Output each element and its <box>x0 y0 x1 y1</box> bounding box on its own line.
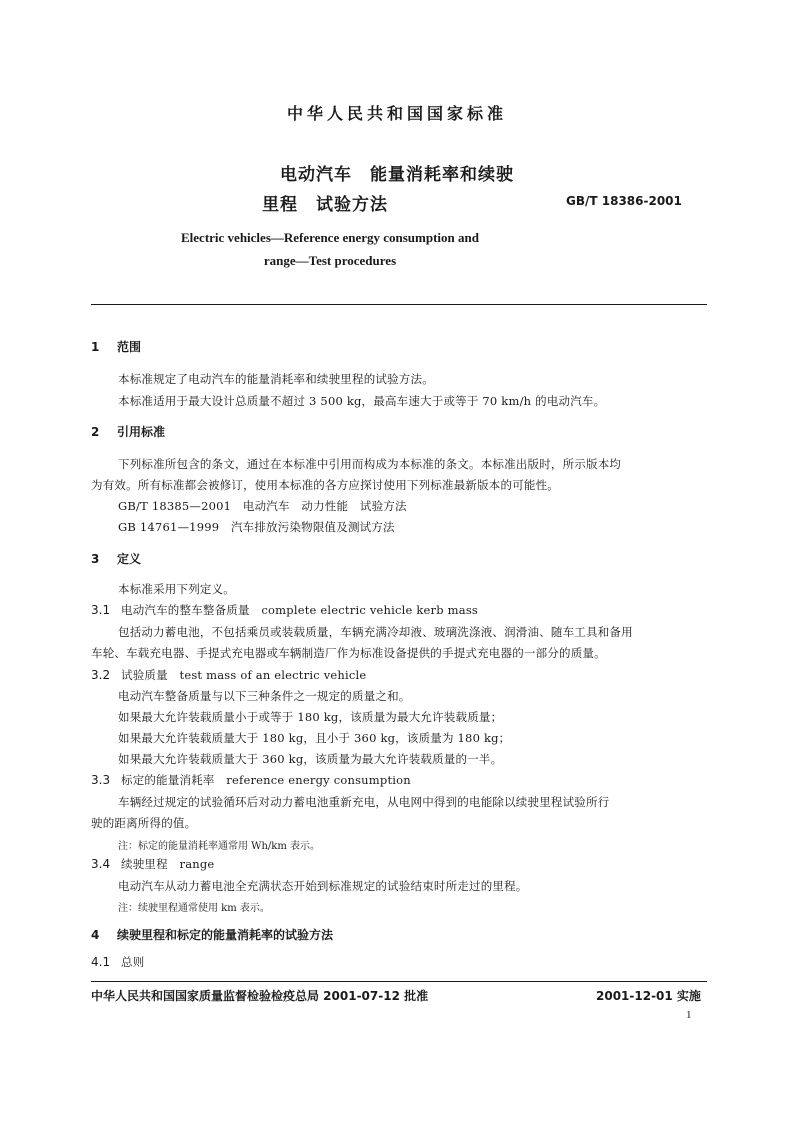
section-number: 2 <box>91 425 100 439</box>
section-2-heading <box>91 423 165 440</box>
definition-3-1-heading <box>91 602 478 618</box>
paragraph-continuation: 为有效。所有标准都会被修订，使用本标准的各方应探讨使用下列标准最新版本的可能性。 <box>91 478 559 492</box>
note: 注：续驶里程通常使用 km 表示。 <box>118 903 270 914</box>
section-1-heading <box>91 338 141 355</box>
referenced-standard: GB 14761—1999 汽车排放污染物限值及测试方法 <box>118 520 395 534</box>
clause-title: 试验质量 test mass of an electric vehicle <box>121 668 367 682</box>
clause-number: 3.4 <box>91 857 111 871</box>
section-title: 定义 <box>117 552 142 566</box>
clause-number: 4.1 <box>91 955 111 969</box>
subsection-4-1-heading <box>91 954 144 970</box>
paragraph: 电动汽车整备质量与以下三种条件之一规定的质量之和。 <box>118 689 411 703</box>
paragraph: 如果最大允许装载质量大于 360 kg，该质量为最大允许装载质量的一半。 <box>118 752 503 766</box>
definition-3-3-heading <box>91 772 411 788</box>
header-divider <box>91 304 707 305</box>
footer-divider <box>91 981 707 982</box>
section-4-heading <box>91 926 333 943</box>
clause-title: 标定的能量消耗率 reference energy consumption <box>121 773 411 787</box>
english-title-line-2: range—Test procedures <box>263 253 397 268</box>
clause-title: 续驶里程 range <box>121 857 215 871</box>
paragraph: 电动汽车从动力蓄电池全充满状态开始到标准规定的试验结束时所走过的里程。 <box>118 879 528 893</box>
paragraph: 如果最大允许装载质量小于或等于 180 kg，该质量为最大允许装载质量； <box>118 710 503 724</box>
clause-title: 总则 <box>121 955 145 969</box>
section-number: 1 <box>91 340 100 354</box>
section-title: 续驶里程和标定的能量消耗率的试验方法 <box>117 928 334 942</box>
page-number: 1 <box>686 1009 692 1021</box>
paragraph: 包括动力蓄电池，不包括乘员或装载质量，车辆充满冷却液、玻璃洗涤液、润滑油、随车工具和备用 <box>118 625 633 639</box>
paragraph: 如果最大允许装载质量大于 180 kg，且小于 360 kg，该质量为 180 kg； <box>118 731 511 745</box>
section-title: 引用标准 <box>117 425 166 439</box>
clause-number: 3.2 <box>91 668 111 682</box>
title-line-2: 里程 试验方法 <box>262 195 388 215</box>
paragraph: 本标准采用下列定义。 <box>118 582 235 596</box>
section-title: 范围 <box>117 340 142 354</box>
english-title-line-1: Electric vehicles—Reference energy consumption and <box>181 230 479 245</box>
paragraph-continuation: 车轮、车载充电器、手提式充电器或车辆制造厂作为标准设备提供的手提式充电器的一部分的质量。 <box>91 646 606 660</box>
clause-number: 3.1 <box>91 603 111 617</box>
clause-title: 电动汽车的整车整备质量 complete electric vehicle kerb mass <box>121 603 479 617</box>
paragraph: 本标准规定了电动汽车的能量消耗率和续驶里程的试验方法。 <box>118 372 434 386</box>
definition-3-4-heading <box>91 856 214 872</box>
national-standard-heading: 中华人民共和国国家标准 <box>286 104 507 123</box>
section-number: 4 <box>91 928 100 942</box>
implementation-date: 2001-12-01 实施 <box>596 989 701 1003</box>
referenced-standard: GB/T 18385—2001 电动汽车 动力性能 试验方法 <box>118 499 407 513</box>
clause-number: 3.3 <box>91 773 111 787</box>
standard-number: GB/T 18386-2001 <box>566 194 682 208</box>
paragraph: 下列标准所包含的条文，通过在本标准中引用而构成为本标准的条文。本标准出版时，所示版本均 <box>118 457 622 471</box>
section-number: 3 <box>91 552 100 566</box>
paragraph-continuation: 驶的距离所得的值。 <box>91 816 197 830</box>
title-line-1: 电动汽车 能量消耗率和续驶 <box>280 165 514 185</box>
approval-line: 中华人民共和国国家质量监督检验检疫总局 2001-07-12 批准 <box>91 989 429 1003</box>
section-3-heading <box>91 550 141 567</box>
note: 注：标定的能量消耗率通常用 Wh/km 表示。 <box>118 841 320 852</box>
paragraph: 本标准适用于最大设计总质量不超过 3 500 kg，最高车速大于或等于 70 km/h 的电动汽车。 <box>118 394 606 408</box>
paragraph: 车辆经过规定的试验循环后对动力蓄电池重新充电，从电网中得到的电能除以续驶里程试验所行 <box>118 795 610 809</box>
definition-3-2-heading <box>91 667 366 683</box>
